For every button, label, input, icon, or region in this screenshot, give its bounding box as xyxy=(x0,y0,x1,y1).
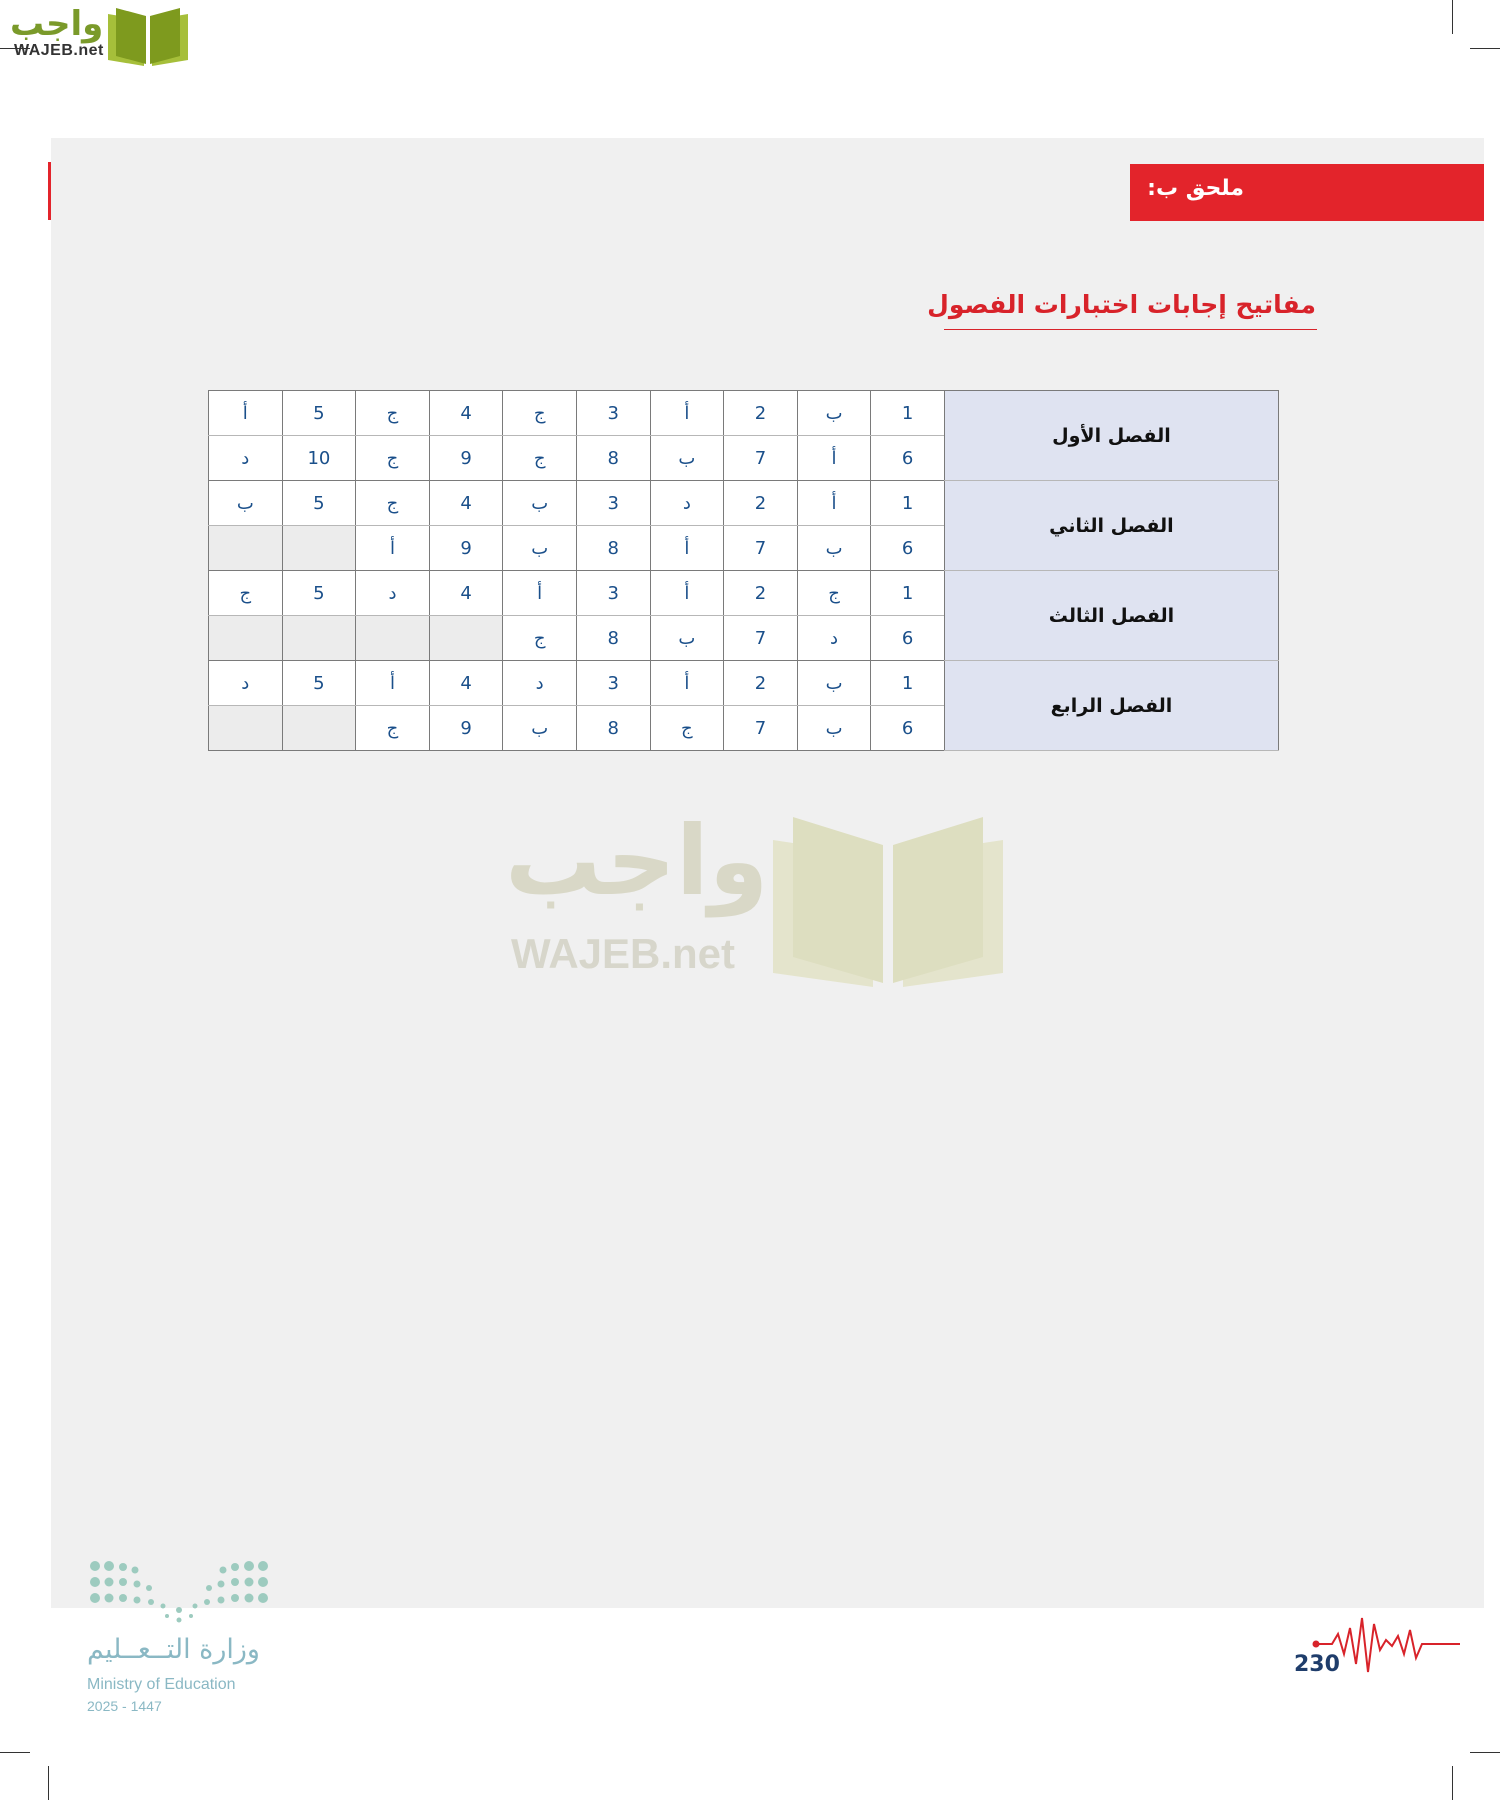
question-number-cell: 2 xyxy=(724,391,798,436)
book-icon xyxy=(106,6,190,68)
crop-mark xyxy=(1470,1752,1500,1753)
question-number-cell: 4 xyxy=(429,661,503,706)
question-number-cell: 3 xyxy=(576,481,650,526)
chapter-name-cell: الفصل الثاني xyxy=(944,481,1278,571)
pulse-line-icon xyxy=(1310,1610,1470,1690)
question-number-cell: 7 xyxy=(724,526,798,571)
answer-letter-cell: أ xyxy=(209,391,283,436)
empty-cell xyxy=(282,616,356,661)
answer-row xyxy=(209,481,1279,526)
question-number-cell: 4 xyxy=(429,571,503,616)
answer-key-table xyxy=(208,390,1279,751)
answer-letter-cell: ب xyxy=(503,526,577,571)
answer-letter-cell: ب xyxy=(503,706,577,751)
ministry-arabic-name: وزارة التــعــليم xyxy=(87,1634,260,1665)
answer-letter-cell: ج xyxy=(209,571,283,616)
answer-letter-cell: ج xyxy=(797,571,871,616)
logo-english-text: WAJEB.net xyxy=(14,42,104,59)
ministry-english-name: Ministry of Education xyxy=(87,1676,236,1693)
answer-letter-cell: ج xyxy=(356,391,430,436)
ministry-logo xyxy=(85,1558,285,1718)
question-number-cell: 10 xyxy=(282,436,356,481)
answer-letter-cell: ج xyxy=(503,436,577,481)
question-number-cell: 1 xyxy=(871,661,945,706)
answer-letter-cell: أ xyxy=(356,526,430,571)
answer-letter-cell: د xyxy=(356,571,430,616)
question-number-cell: 1 xyxy=(871,481,945,526)
empty-cell xyxy=(209,526,283,571)
question-number-cell: 3 xyxy=(576,391,650,436)
chapter-name-cell: الفصل الأول xyxy=(944,391,1278,481)
question-number-cell: 6 xyxy=(871,616,945,661)
question-number-cell: 6 xyxy=(871,436,945,481)
crop-mark xyxy=(1452,1766,1453,1800)
answer-row xyxy=(209,661,1279,706)
watermark xyxy=(505,805,1005,990)
chapter-name-cell: الفصل الثالث xyxy=(944,571,1278,661)
answer-letter-cell: أ xyxy=(650,526,724,571)
question-number-cell: 6 xyxy=(871,526,945,571)
logo-arabic-text: واجب xyxy=(10,4,104,44)
question-number-cell: 6 xyxy=(871,706,945,751)
chapter-name-cell: الفصل الرابع xyxy=(944,661,1278,751)
question-number-cell: 5 xyxy=(282,481,356,526)
answer-letter-cell: ج xyxy=(503,616,577,661)
ministry-dots-emblem xyxy=(87,1558,277,1628)
empty-cell xyxy=(282,526,356,571)
question-number-cell: 1 xyxy=(871,391,945,436)
question-number-cell: 3 xyxy=(576,571,650,616)
answer-letter-cell: ب xyxy=(797,706,871,751)
answer-letter-cell: ج xyxy=(356,436,430,481)
question-number-cell: 4 xyxy=(429,391,503,436)
answer-letter-cell: د xyxy=(209,661,283,706)
crop-mark xyxy=(1470,48,1500,49)
question-number-cell: 9 xyxy=(429,706,503,751)
answer-letter-cell: ب xyxy=(503,481,577,526)
question-number-cell: 2 xyxy=(724,661,798,706)
question-number-cell: 7 xyxy=(724,616,798,661)
empty-cell xyxy=(209,616,283,661)
question-number-cell: 7 xyxy=(724,436,798,481)
watermark-english-text: WAJEB.net xyxy=(511,930,736,977)
academic-year: 2025 - 1447 xyxy=(87,1698,162,1714)
answer-row xyxy=(209,571,1279,616)
question-number-cell: 4 xyxy=(429,481,503,526)
section-title-underline xyxy=(944,329,1317,330)
empty-cell xyxy=(356,616,430,661)
question-number-cell: 3 xyxy=(576,661,650,706)
site-logo[interactable] xyxy=(8,2,193,66)
answer-letter-cell: ج xyxy=(356,481,430,526)
question-number-cell: 8 xyxy=(576,436,650,481)
answer-letter-cell: أ xyxy=(650,661,724,706)
empty-cell xyxy=(429,616,503,661)
answer-letter-cell: ب xyxy=(797,661,871,706)
answer-letter-cell: د xyxy=(503,661,577,706)
answer-letter-cell: ب xyxy=(797,391,871,436)
answer-letter-cell: أ xyxy=(797,436,871,481)
answer-letter-cell: أ xyxy=(356,661,430,706)
question-number-cell: 9 xyxy=(429,436,503,481)
margin-accent-bar xyxy=(48,162,51,220)
answer-letter-cell: ب xyxy=(209,481,283,526)
question-number-cell: 5 xyxy=(282,391,356,436)
answer-letter-cell: أ xyxy=(797,481,871,526)
answer-letter-cell: د xyxy=(797,616,871,661)
appendix-header-band xyxy=(1130,164,1484,221)
answer-letter-cell: أ xyxy=(503,571,577,616)
answer-letter-cell: ب xyxy=(797,526,871,571)
watermark-arabic-text: واجب xyxy=(505,805,769,917)
watermark-book-icon xyxy=(773,815,1003,990)
question-number-cell: 5 xyxy=(282,571,356,616)
question-number-cell: 8 xyxy=(576,706,650,751)
question-number-cell: 8 xyxy=(576,616,650,661)
question-number-cell: 7 xyxy=(724,706,798,751)
answer-letter-cell: د xyxy=(209,436,283,481)
question-number-cell: 5 xyxy=(282,661,356,706)
section-title: مفاتيح إجابات اختبارات الفصول xyxy=(927,290,1316,319)
answer-letter-cell: أ xyxy=(650,391,724,436)
crop-mark xyxy=(0,1752,30,1753)
answer-letter-cell: أ xyxy=(650,571,724,616)
answer-letter-cell: ب xyxy=(650,616,724,661)
crop-mark xyxy=(1452,0,1453,34)
question-number-cell: 2 xyxy=(724,571,798,616)
answer-letter-cell: ج xyxy=(503,391,577,436)
empty-cell xyxy=(209,706,283,751)
question-number-cell: 2 xyxy=(724,481,798,526)
question-number-cell: 9 xyxy=(429,526,503,571)
crop-mark xyxy=(48,1766,49,1800)
page-number: 230 xyxy=(1294,1652,1340,1677)
question-number-cell: 8 xyxy=(576,526,650,571)
answer-letter-cell: ج xyxy=(356,706,430,751)
answer-letter-cell: د xyxy=(650,481,724,526)
answer-letter-cell: ب xyxy=(650,436,724,481)
answer-letter-cell: ج xyxy=(650,706,724,751)
question-number-cell: 1 xyxy=(871,571,945,616)
empty-cell xyxy=(282,706,356,751)
answer-row xyxy=(209,391,1279,436)
appendix-label: ملحق ب: xyxy=(1147,176,1244,201)
